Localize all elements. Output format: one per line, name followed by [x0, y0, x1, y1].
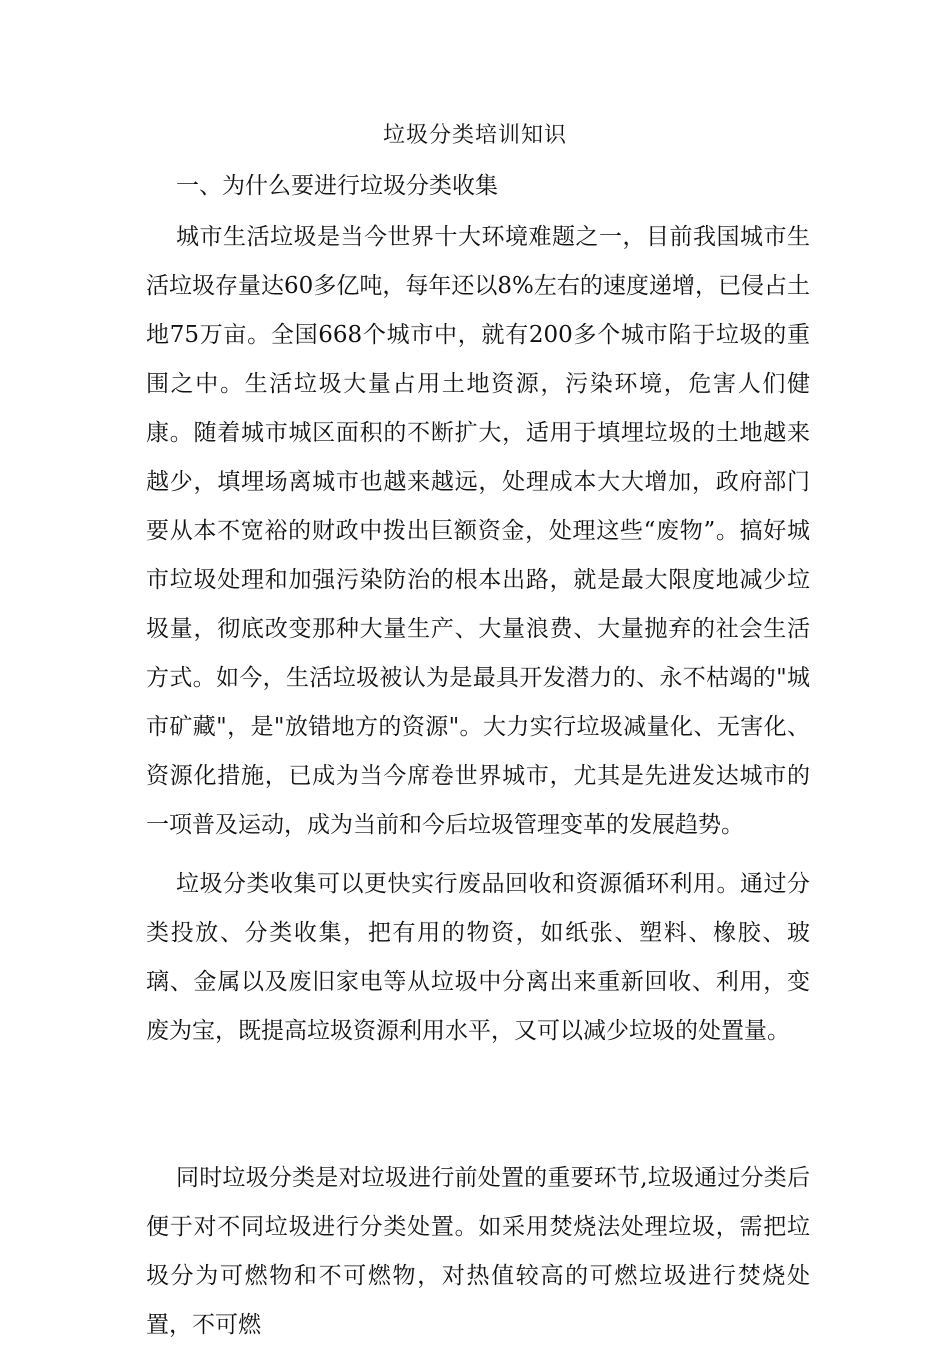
paragraph-3: 同时垃圾分类是对垃圾进行前处置的重要环节,垃圾通过分类后便于对不同垃圾进行分类处置。如采用焚烧法处理垃圾，需把垃圾分为可燃物和不可燃物，对热值较高的可燃垃圾进行焚烧处置，不可燃: [146, 1165, 810, 1338]
document-title: 垃圾分类培训知识: [382, 123, 567, 148]
paragraph-2: 垃圾分类收集可以更快实行废品回收和资源循环利用。通过分类投放、分类收集，把有用的物资，如纸张、塑料、橡胶、玻璃、金属以及废旧家电等从垃圾中分离出来重新回收、利用，变废为宝，既提高垃圾资源利用水平，又可以减少垃圾的处置量。: [146, 871, 810, 1044]
paragraph-1: 城市生活垃圾是当今世界十大环境难题之一，目前我国城市生活垃圾存量达60多亿吨，每年还以8%左右的速度递增，已侵占土地75万亩。全国668个城市中，就有200多个城市陷于垃圾的重围之中。生活垃圾大量占用土地资源，污染环境，危害人们健康。随着城市城区面积的不断扩大，适用于填埋垃圾的土地越来越少，填埋场离城市也越来越远，处理成本大大增加，政府部门要从本不宽裕的财政中拨出巨额资金，处理这些“废物”。搞好城市垃圾处理和加强污染防治的根本出路，就是最大限度地减少垃圾量，彻底改变那种大量生产、大量浪费、大量抛弃的社会生活方式。如今，生活垃圾被认为是最具开发潜力的、永不枯竭的"城市矿藏"，是"放错地方的资源"。大力实行垃圾减量化、无害化、资源化措施，已成为当今席卷世界城市，尤其是先进发达城市的一项普及运动，成为当前和今后垃圾管理变革的发展趋势。: [146, 224, 810, 838]
section-heading: 一、为什么要进行垃圾分类收集: [176, 173, 498, 199]
